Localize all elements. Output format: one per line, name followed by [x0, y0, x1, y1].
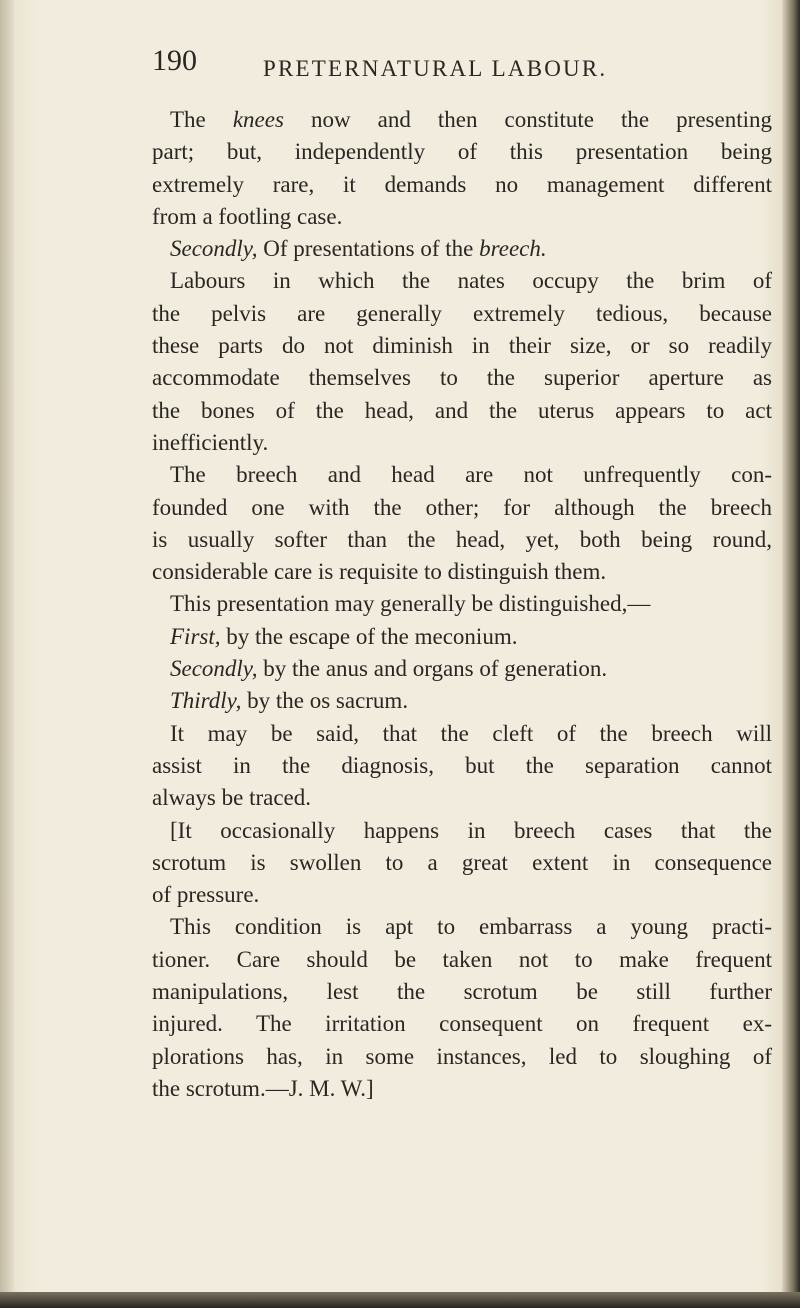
text-line: extremely rare, it demands no management different [152, 171, 772, 197]
text-line: injured. The irritation consequent on frequent ex- [152, 1011, 772, 1037]
running-head: PRETERNATURAL LABOUR. [263, 56, 608, 81]
page-gutter-shadow [0, 0, 14, 1308]
text-line: assist in the diagnosis, but the separation cannot [152, 752, 772, 778]
text-line: inefficiently. [152, 429, 269, 455]
page-edge-shadow [782, 0, 800, 1308]
text-line: considerable care is requisite to distinguish them. [152, 559, 607, 585]
text-line: part; but, independently of this presentation being [152, 139, 772, 165]
text-line: plorations has, in some instances, led to sloughing of [152, 1043, 772, 1069]
text-line: the scrotum.—J. M. W.] [152, 1075, 374, 1101]
text-line: accommodate themselves to the superior aperture as [152, 365, 772, 391]
text-line: scrotum is swollen to a great extent in consequence [152, 849, 772, 875]
text-line: is usually softer than the head, yet, both being round, [152, 526, 772, 552]
text-line: Secondly, by the anus and organs of generation. [170, 656, 608, 682]
page-number: 190 [152, 44, 197, 77]
text-line: First, by the escape of the meconium. [170, 623, 518, 649]
text-line: the pelvis are generally extremely tedious, because [152, 300, 772, 326]
text-line: This presentation may generally be distinguished,— [170, 591, 651, 617]
text-line: the bones of the head, and the uterus appears to act [152, 397, 772, 423]
text-line: Labours in which the nates occupy the brim of [170, 268, 772, 294]
text-line: these parts do not diminish in their size, or so readily [152, 333, 772, 359]
text-line: from a footling case. [152, 203, 343, 229]
text-line: tioner. Care should be taken not to make frequent [152, 946, 772, 972]
page-bottom-edge [0, 1292, 800, 1308]
text-line: The breech and head are not unfrequently con- [170, 462, 772, 488]
text-line: of pressure. [152, 882, 260, 908]
text-line: always be traced. [152, 785, 312, 811]
text-line: Thirdly, by the os sacrum. [170, 688, 409, 714]
text-line: The knees now and then constitute the presenting [170, 107, 772, 132]
text-line: [It occasionally happens in breech cases that the [170, 817, 772, 843]
text-line: founded one with the other; for although the breech [152, 494, 772, 520]
body-text [152, 104, 772, 1105]
text-line: It may be said, that the cleft of the breech will [170, 720, 772, 746]
text-line: manipulations, lest the scrotum be still further [152, 979, 772, 1005]
section-heading: Secondly, Of presentations of the breech. [170, 236, 547, 262]
text-line: This condition is apt to embarrass a young practi- [170, 914, 772, 940]
